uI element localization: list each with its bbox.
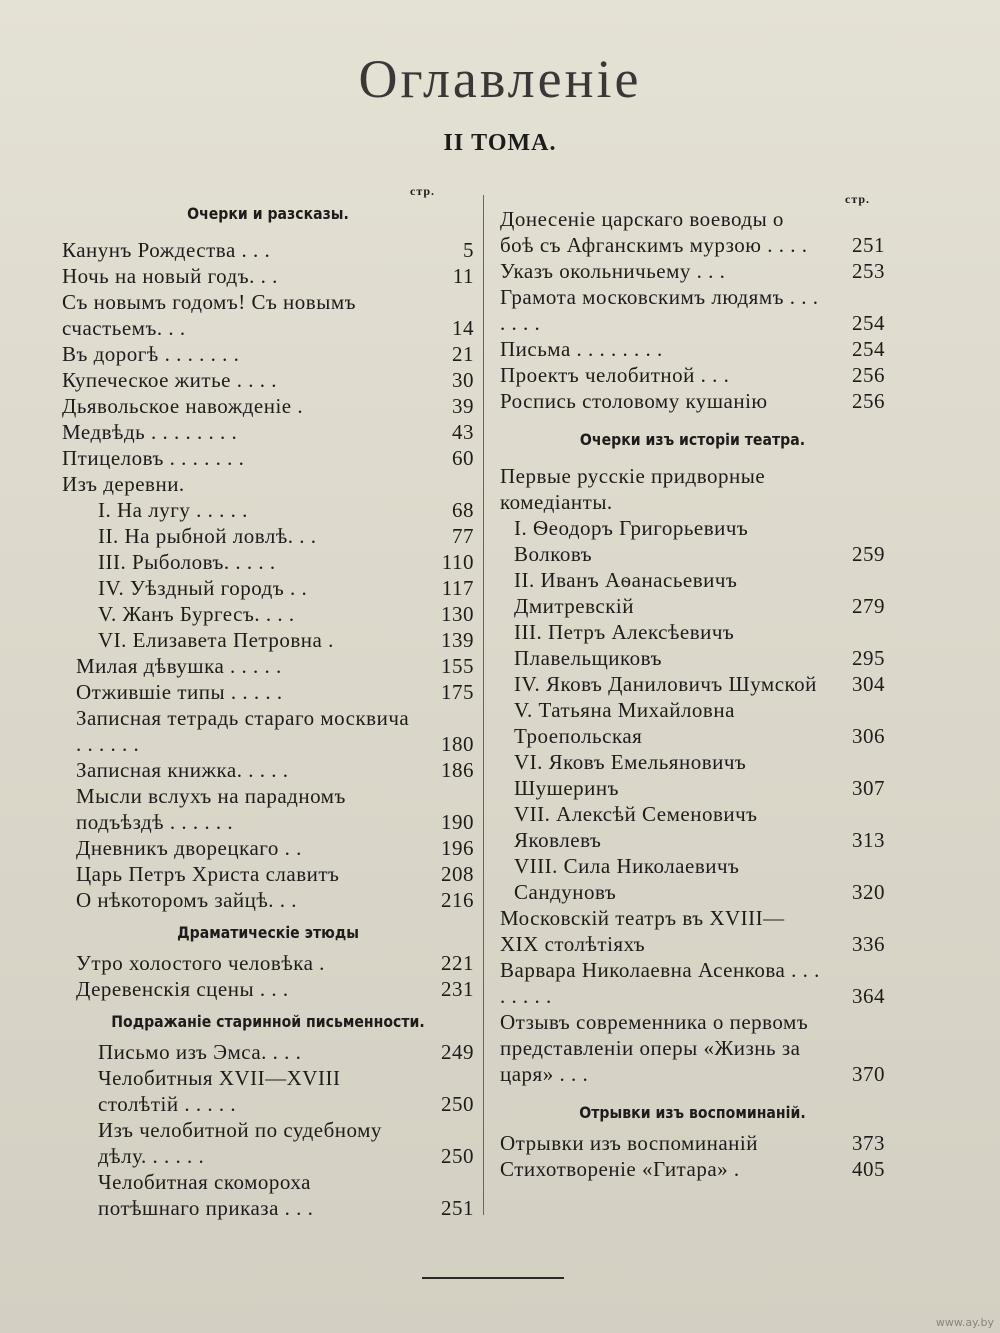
toc-entry — [62, 1117, 474, 1169]
entry-title: Отжившіе типы . . . . . — [76, 680, 283, 704]
toc-entry — [500, 463, 885, 515]
section-heading: Подражаніе старинной письменности. — [111, 1012, 425, 1031]
entry-page: 336 — [852, 932, 885, 956]
entry-title: Деревенскія сцены . . . — [76, 977, 289, 1001]
toc-entry — [62, 575, 474, 601]
entry-page: 221 — [441, 951, 474, 975]
section-heading: Драматическіе этюды — [177, 923, 359, 942]
entry-page: 256 — [852, 389, 885, 413]
entry-page: 216 — [441, 888, 474, 912]
entry-page: 306 — [852, 724, 885, 748]
entry-title: Дьявольское навожденіе . — [62, 394, 304, 418]
toc-entry — [62, 835, 474, 861]
entry-title: Канунъ Рождества . . . — [62, 238, 271, 262]
entry-page: 155 — [441, 654, 474, 678]
toc-left-column — [62, 200, 474, 1221]
entry-title: Съ новымъ годомъ! Съ новымъ счастьемъ. . . — [62, 290, 356, 340]
entry-title: Милая дѣвушка . . . . . — [76, 654, 282, 678]
page-column-label-left: стр. — [410, 184, 436, 198]
toc-right-column — [500, 200, 885, 1182]
entry-page: 21 — [452, 342, 474, 366]
entry-title: Купеческое житье . . . . — [62, 368, 277, 392]
entry-title: Письма . . . . . . . . — [500, 337, 663, 361]
toc-entry — [62, 393, 474, 419]
entry-page: 313 — [852, 828, 885, 852]
entry-title: III. Петръ Алексѣевичъ Плавельщиковъ — [514, 620, 735, 670]
toc-entry — [62, 950, 474, 976]
entry-page: 5 — [463, 238, 474, 262]
entry-page: 295 — [852, 646, 885, 670]
entry-page: 231 — [441, 977, 474, 1001]
toc-entry — [62, 289, 474, 341]
page-column-label-right: стр. — [845, 192, 871, 206]
volume-subtitle: II ТОМА. — [443, 130, 557, 156]
entry-title: II. Иванъ Аѳанасьевичъ Дмитревскій — [514, 568, 738, 618]
entry-title: Дневникъ дворецкаго . . — [76, 836, 302, 860]
entry-title: V. Жанъ Бургесъ. . . . — [98, 602, 295, 626]
entry-page: 250 — [441, 1144, 474, 1168]
entry-page: 304 — [852, 672, 885, 696]
entry-page: 117 — [441, 576, 474, 600]
entry-title: Записная тетрадь стараго москвича . . . . . . — [76, 706, 410, 756]
entry-title: Изъ деревни. — [62, 472, 185, 496]
entry-title: Указъ окольничьему . . . — [500, 259, 726, 283]
entry-title: Медвѣдь . . . . . . . . — [62, 420, 238, 444]
entry-title: Челобитная скомороха потѣшнаго приказа . . . — [98, 1170, 314, 1220]
page-title: Оглавленіе — [358, 49, 642, 109]
toc-entry — [62, 341, 474, 367]
toc-section-dramatic — [62, 919, 474, 1002]
entry-title: IV. Уѣздный городъ . . — [98, 576, 308, 600]
entry-title: Отзывъ современника о первомъ представленіи оперы «Жизнь за царя» . . . — [500, 1010, 809, 1086]
entry-page: 254 — [852, 337, 885, 361]
entry-page: 30 — [452, 368, 474, 392]
entry-page: 259 — [852, 542, 885, 566]
toc-entry — [62, 627, 474, 653]
toc-entry — [500, 362, 885, 388]
entry-title: Изъ челобитной по судебному дѣлу. . . . . . — [98, 1118, 382, 1168]
toc-entry — [62, 1065, 474, 1117]
entry-page: 68 — [452, 498, 474, 522]
entry-page: 130 — [441, 602, 474, 626]
toc-entry — [62, 757, 474, 783]
toc-section-theatre — [500, 426, 885, 1087]
entry-title: VI. Елизавета Петровна . — [98, 628, 334, 652]
closing-rule — [422, 1277, 564, 1279]
entry-title: VI. Яковъ Емельяновичъ Шушеринъ — [514, 750, 747, 800]
entry-page: 175 — [441, 680, 474, 704]
watermark: www.ay.by — [935, 1316, 994, 1329]
entry-title: Первые русскіе придворные комедіанты. — [500, 464, 766, 514]
toc-entry — [500, 697, 885, 749]
entry-page: 250 — [441, 1092, 474, 1116]
entry-page: 43 — [452, 420, 474, 444]
entry-title: Въ дорогѣ . . . . . . . — [62, 342, 240, 366]
entry-page: 373 — [852, 1131, 885, 1155]
toc-entry — [62, 1039, 474, 1065]
toc-entry — [500, 206, 885, 258]
toc-entry — [62, 1169, 474, 1221]
entry-title: V. Татьяна Михайловна Троепольская — [514, 698, 735, 748]
entry-page: 364 — [852, 984, 885, 1008]
entry-title: Записная книжка. . . . . — [76, 758, 289, 782]
toc-entry — [62, 976, 474, 1002]
entry-page: 256 — [852, 363, 885, 387]
toc-entry — [62, 783, 474, 835]
toc-entry — [62, 549, 474, 575]
entry-page: 139 — [441, 628, 474, 652]
toc-entry — [62, 445, 474, 471]
entry-page: 196 — [441, 836, 474, 860]
toc-entry — [500, 1156, 885, 1182]
toc-entry — [62, 601, 474, 627]
entry-title: II. На рыбной ловлѣ. . . — [98, 524, 317, 548]
toc-entry — [500, 619, 885, 671]
toc-entry — [500, 284, 885, 336]
entry-page: 370 — [852, 1062, 885, 1086]
entry-page: 180 — [441, 732, 474, 756]
entry-page: 190 — [441, 810, 474, 834]
entry-page: 254 — [852, 311, 885, 335]
entry-title: Донесеніе царскаго воеводы о боѣ съ Афганскимъ мурзою . . . . — [500, 207, 808, 257]
entry-title: Стихотвореніе «Гитара» . — [500, 1157, 740, 1181]
section-heading: Очерки и разсказы. — [187, 204, 349, 223]
toc-entry — [62, 887, 474, 913]
entry-title: Роспись столовому кушанію — [500, 389, 768, 413]
toc-entry — [500, 957, 885, 1009]
toc-entry — [500, 801, 885, 853]
toc-entry — [500, 515, 885, 567]
entry-page: 14 — [452, 316, 474, 340]
toc-entry — [500, 336, 885, 362]
column-divider — [483, 195, 484, 1215]
entry-title: Челобитныя XVII—XVIII столѣтій . . . . . — [98, 1066, 341, 1116]
toc-section-sketches — [62, 200, 474, 913]
entry-page: 60 — [452, 446, 474, 470]
entry-title: Отрывки изъ воспоминаній — [500, 1131, 758, 1155]
toc-entry — [62, 419, 474, 445]
toc-entry — [500, 1009, 885, 1087]
entry-title: Письмо изъ Эмса. . . . — [98, 1040, 302, 1064]
toc-entry — [62, 653, 474, 679]
entry-title: VIII. Сила Николаевичъ Сандуновъ — [514, 854, 740, 904]
toc-entry — [62, 705, 474, 757]
entry-title: I. На лугу . . . . . — [98, 498, 248, 522]
entry-page: 253 — [852, 259, 885, 283]
toc-entry — [500, 567, 885, 619]
section-heading: Очерки изъ исторіи театра. — [579, 430, 806, 449]
entry-page: 405 — [852, 1157, 885, 1181]
entry-title: Птицеловъ . . . . . . . — [62, 446, 245, 470]
entry-page: 39 — [452, 394, 474, 418]
entry-title: Проектъ челобитной . . . — [500, 363, 730, 387]
entry-title: Мысли вслухъ на парадномъ подъѣздѣ . . . . . . — [76, 784, 346, 834]
entry-page: 279 — [852, 594, 885, 618]
entry-page: 110 — [441, 550, 474, 574]
toc-entry — [62, 523, 474, 549]
entry-title: Грамота московскимъ людямъ . . . . . . . — [500, 285, 819, 335]
entry-title: I. Ѳеодоръ Григорьевичъ Волковъ — [514, 516, 749, 566]
toc-entry — [62, 861, 474, 887]
toc-entry — [62, 497, 474, 523]
entry-page: 208 — [441, 862, 474, 886]
toc-entry — [500, 388, 885, 414]
entry-title: Варвара Николаевна Асенкова . . . . . . . . — [500, 958, 820, 1008]
entry-page: 251 — [441, 1196, 474, 1220]
toc-section-imitation-continued — [500, 206, 885, 414]
entry-page: 320 — [852, 880, 885, 904]
toc-section-memoirs — [500, 1099, 885, 1182]
entry-title: О нѣкоторомъ зайцѣ. . . — [76, 888, 298, 912]
toc-entry — [500, 1130, 885, 1156]
entry-title: VII. Алексѣй Семеновичъ Яковлевъ — [514, 802, 758, 852]
entry-page: 249 — [441, 1040, 474, 1064]
toc-entry — [62, 367, 474, 393]
toc-entry — [500, 853, 885, 905]
entry-page: 307 — [852, 776, 885, 800]
entry-title: Московскій театръ въ XVIII—XIX столѣтіяхъ — [500, 906, 785, 956]
toc-entry — [62, 471, 474, 497]
entry-title: IV. Яковъ Даниловичъ Шумской — [514, 672, 817, 696]
entry-title: Утро холостого человѣка . — [76, 951, 325, 975]
entry-title: Царь Петръ Христа славитъ — [76, 862, 340, 886]
entry-title: III. Рыболовъ. . . . . — [98, 550, 276, 574]
toc-section-imitation — [62, 1008, 474, 1221]
entry-page: 186 — [441, 758, 474, 782]
toc-entry — [500, 905, 885, 957]
entry-page: 77 — [452, 524, 474, 548]
toc-entry — [500, 258, 885, 284]
toc-entry — [500, 749, 885, 801]
entry-page: 251 — [852, 233, 885, 257]
section-heading: Отрывки изъ воспоминаній. — [579, 1103, 806, 1122]
entry-page: 11 — [452, 264, 474, 288]
toc-entry — [62, 237, 474, 263]
entry-title: Ночь на новый годъ. . . — [62, 264, 278, 288]
toc-entry — [62, 263, 474, 289]
toc-entry — [500, 671, 885, 697]
toc-entry — [62, 679, 474, 705]
